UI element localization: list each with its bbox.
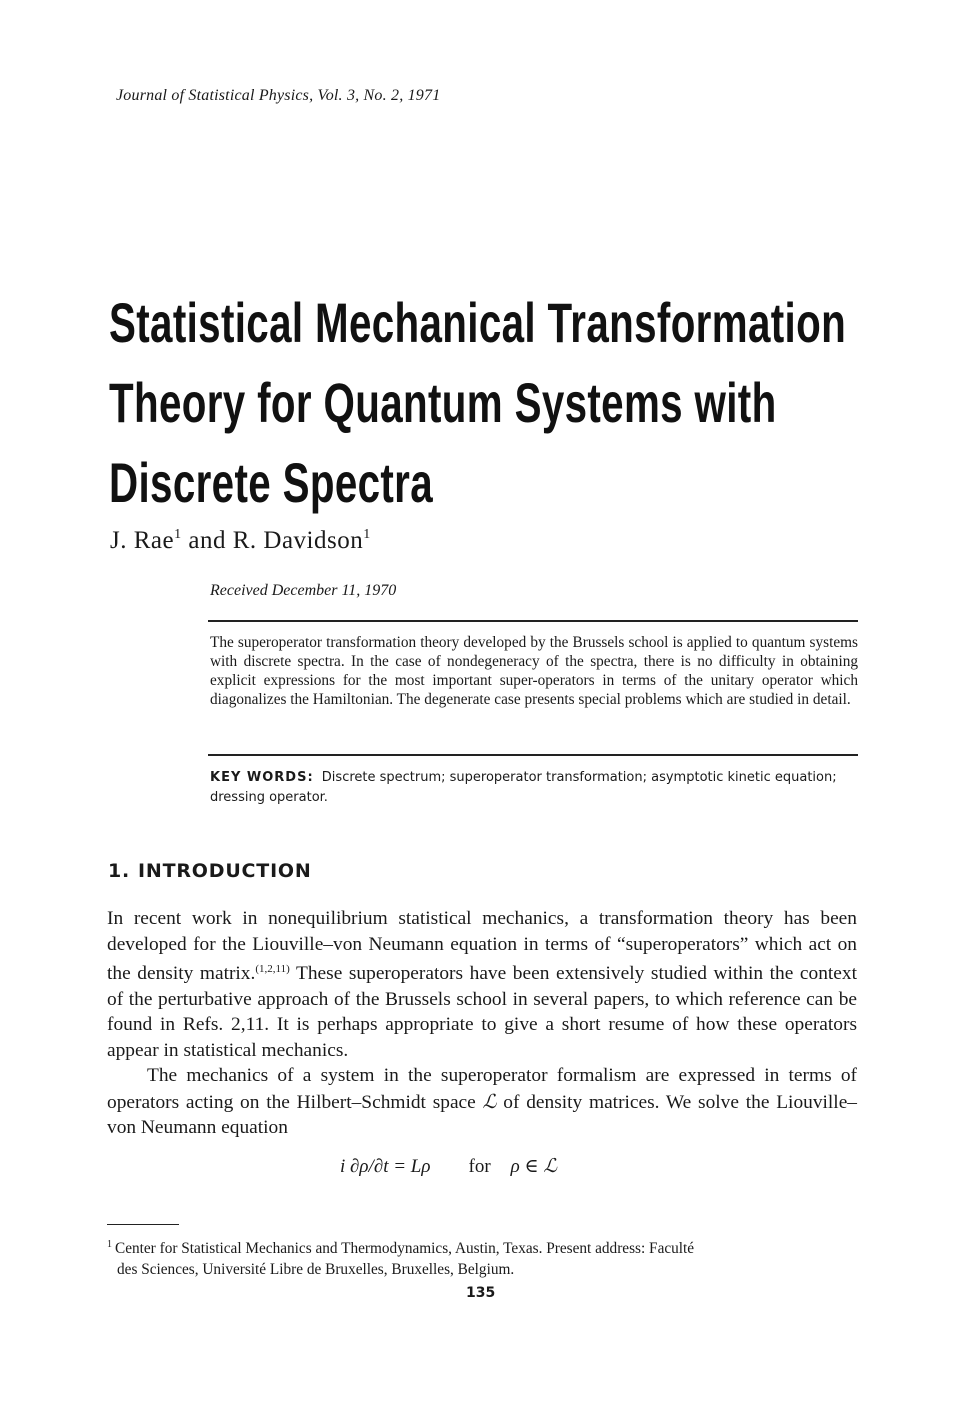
citation-1-2-11: (1,2,11) — [255, 963, 290, 975]
footnote-rule — [107, 1224, 179, 1225]
author-rae: J. Rae — [110, 527, 175, 554]
liouville-equation — [340, 1155, 557, 1178]
author-rae-affiliation-mark: 1 — [174, 527, 182, 542]
title-line-1: Statistical Mechanical Transformation — [109, 291, 847, 354]
section-title: INTRODUCTION — [138, 860, 312, 882]
equation-for-word: for — [468, 1156, 491, 1177]
section-number: 1. — [108, 860, 131, 882]
footnote-mark: 1 — [107, 1239, 112, 1250]
introduction-body — [107, 906, 857, 1141]
title-line-2: Theory for Quantum Systems with — [109, 371, 777, 434]
keywords — [210, 768, 858, 808]
paragraph-2-text-b: of density matrices. We solve the Liouville–von Neumann equation — [107, 1091, 857, 1138]
journal-citation: Journal of Statistical Physics, Vol. 3, No. 2, 1971 — [116, 87, 441, 104]
paragraph-2 — [107, 1063, 857, 1141]
author-davidson-affiliation-mark: 1 — [363, 527, 371, 542]
paragraph-1 — [107, 906, 857, 1063]
paragraph-2-text-a: The mechanics of a system in the superoperator formalism are expressed in terms of operators acting on the Hilbert–Schmidt space — [107, 1065, 857, 1113]
equation-condition: ρ ∈ ℒ — [510, 1156, 558, 1177]
paper-title — [109, 283, 847, 523]
abstract-bottom-rule — [208, 754, 858, 756]
footnote-affiliation — [107, 1234, 857, 1280]
received-date: Received December 11, 1970 — [210, 582, 397, 599]
abstract: The superoperator transformation theory developed by the Brussels school is applied to quantum systems with discrete spectra. In the case of nondegeneracy of the spectra, there is no difficulty in obtaining explicit expressions for the most important super-operators in terms of the unitary operator which diagonalizes the Hamiltonian. The degenerate case presents special problems which are studied in detail. — [210, 634, 858, 708]
abstract-top-rule — [208, 620, 858, 622]
paragraph-1-text-a: In recent work in nonequilibrium statistical mechanics, a transformation theory has been developed for the Liouville–von Neumann equation in terms of “superoperators” which act on the density matrix. — [107, 908, 857, 984]
author-davidson: R. Davidson — [232, 527, 364, 554]
section-heading-introduction — [108, 860, 312, 882]
keywords-label: KEY WORDS: — [210, 770, 314, 785]
author-list — [110, 527, 371, 555]
footnote-line-1: Center for Statistical Mechanics and Thermodynamics, Austin, Texas. Present address: Faculté — [115, 1240, 695, 1257]
hilbert-schmidt-space-symbol: ℒ — [482, 1089, 497, 1113]
keywords-text: Discrete spectrum; superoperator transformation; asymptotic kinetic equation; dressing operator. — [210, 770, 837, 805]
equation-lhs: i ∂ρ/∂t = Lρ — [340, 1156, 431, 1177]
page-number: 135 — [466, 1285, 496, 1301]
footnote-line-2: des Sciences, Université Libre de Bruxelles, Bruxelles, Belgium. — [117, 1261, 515, 1278]
paragraph-1-text-b: These superoperators have been extensively studied within the context of the perturbative approach of the Brussels school in several papers, to which reference can be found in Refs. 2,11. It is perhaps appropriate to give a short resume of how these operators appear in statistical mechanics. — [107, 963, 857, 1061]
author-conjunction: and — [188, 527, 226, 554]
title-line-3: Discrete Spectra — [109, 451, 434, 514]
